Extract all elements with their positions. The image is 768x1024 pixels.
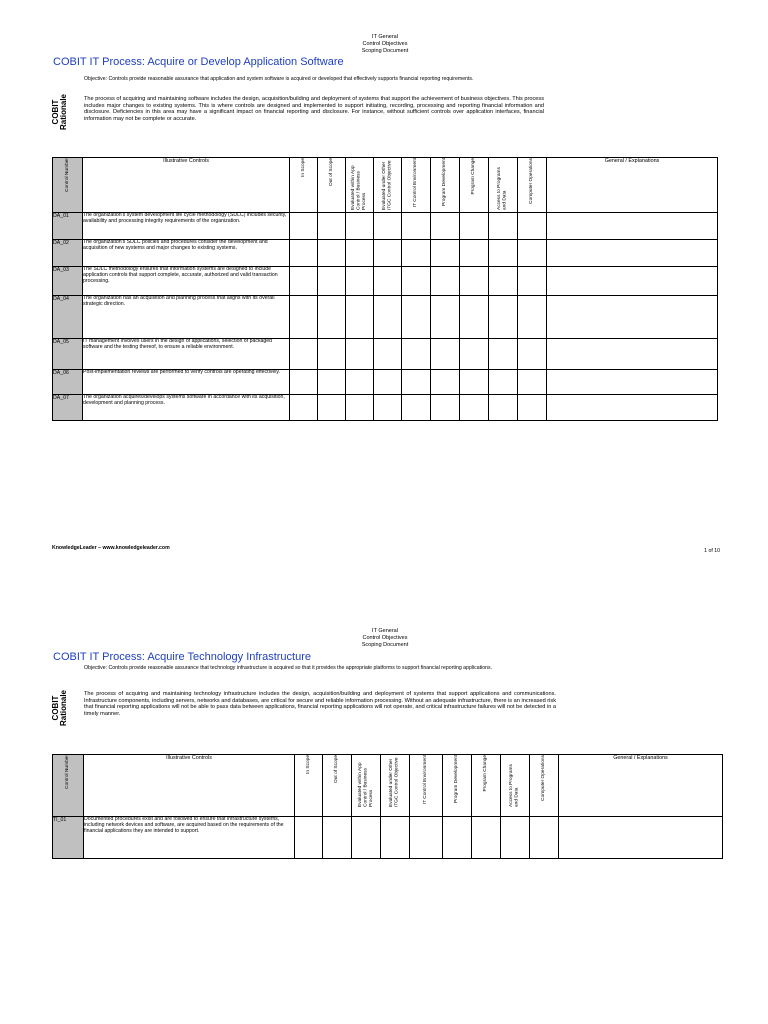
check-cell[interactable]: [518, 296, 547, 339]
col-out-of-scope: Out of Scope: [318, 158, 346, 213]
check-cell[interactable]: [290, 395, 318, 421]
table-row: [53, 339, 718, 370]
control-number-cell: DA_06: [53, 370, 83, 395]
col-in-scope: In Scope: [295, 755, 323, 817]
page1-title: COBIT IT Process: Acquire or Develop Application Software: [53, 56, 344, 68]
check-cell[interactable]: [518, 240, 547, 267]
check-cell[interactable]: [501, 817, 530, 859]
explanation-cell[interactable]: [547, 395, 718, 421]
check-cell[interactable]: [346, 240, 374, 267]
col-program-development: Program Development: [443, 755, 472, 817]
table-row: [53, 213, 718, 240]
control-number-cell: DA_07: [53, 395, 83, 421]
check-cell[interactable]: [402, 370, 431, 395]
check-cell[interactable]: [431, 240, 460, 267]
control-number-cell: DA_04: [53, 296, 83, 339]
check-cell[interactable]: [431, 339, 460, 370]
col-evaluated-other-itgc: Evaluated under Other ITGC Control Objective: [374, 158, 402, 213]
check-cell[interactable]: [346, 213, 374, 240]
check-cell[interactable]: [431, 267, 460, 296]
check-cell[interactable]: [374, 267, 402, 296]
col-illustrative-controls: Illustrative Controls: [83, 158, 290, 213]
check-cell[interactable]: [381, 817, 410, 859]
check-cell[interactable]: [443, 817, 472, 859]
page2-title: COBIT IT Process: Acquire Technology Infrastructure: [53, 651, 312, 663]
col-evaluated-app-control: Evaluated within App Control / Business Process: [352, 755, 381, 817]
check-cell[interactable]: [460, 370, 489, 395]
check-cell[interactable]: [318, 395, 346, 421]
header-line: IT General: [372, 628, 398, 634]
page1-controls-table: [52, 157, 718, 421]
check-cell[interactable]: [290, 370, 318, 395]
rationale-label-line: Rationale: [59, 690, 68, 727]
illustrative-control-cell: The organization's system development life cycle methodology (SDLC) includes security, availability and processing integrity requirements of the organization.: [83, 213, 290, 240]
check-cell[interactable]: [410, 817, 443, 859]
check-cell[interactable]: [489, 267, 518, 296]
table-header-row: [53, 158, 718, 213]
col-in-scope: In Scope: [290, 158, 318, 213]
col-it-control-environment: IT Control Environment: [402, 158, 431, 213]
header-line: Scoping Document: [361, 48, 409, 54]
table-row: [53, 817, 723, 859]
check-cell[interactable]: [318, 267, 346, 296]
check-cell[interactable]: [323, 817, 352, 859]
col-it-control-environment: IT Control Environment: [410, 755, 443, 817]
check-cell[interactable]: [431, 296, 460, 339]
check-cell[interactable]: [374, 395, 402, 421]
check-cell[interactable]: [318, 213, 346, 240]
check-cell[interactable]: [489, 395, 518, 421]
check-cell[interactable]: [374, 240, 402, 267]
page1-objective: Objective: Controls provide reasonable assurance that application and system software is acquired or developed that effectively supports financial reporting requirements.: [84, 76, 474, 82]
check-cell[interactable]: [374, 339, 402, 370]
check-cell[interactable]: [318, 339, 346, 370]
rationale-label-line: COBIT: [51, 695, 60, 721]
check-cell[interactable]: [295, 817, 323, 859]
check-cell[interactable]: [402, 296, 431, 339]
col-evaluated-app-control: Evaluated within App Control / Business Process: [346, 158, 374, 213]
page1-rationale: The process of acquiring and maintaining software includes the design, acquisition/building and deployment of systems that support the achievement of business objectives. This process includes major changes to existing systems. This is where controls are designed and implemented to support initiating, recording, processing and reporting financial information and disclosure. Deficiencies in this area may have a significant impact on financial reporting and disclosure. For instance, without sufficient controls over application interfaces, financial information may not be complete or accurate.: [84, 96, 544, 122]
col-control-number: Control Number: [53, 755, 84, 817]
table-row: [53, 240, 718, 267]
check-cell[interactable]: [489, 213, 518, 240]
check-cell[interactable]: [472, 817, 501, 859]
control-number-cell: DA_05: [53, 339, 83, 370]
table-row: [53, 395, 718, 421]
col-program-change: Program Change: [460, 158, 489, 213]
check-cell[interactable]: [374, 370, 402, 395]
illustrative-control-cell: The organization acquires/develops systems software in accordance with its acquisition, development and planning process.: [83, 395, 290, 421]
check-cell[interactable]: [431, 370, 460, 395]
check-cell[interactable]: [518, 370, 547, 395]
page1-header: [325, 34, 445, 55]
explanation-cell[interactable]: [547, 370, 718, 395]
check-cell[interactable]: [402, 395, 431, 421]
check-cell[interactable]: [402, 240, 431, 267]
header-line: Scoping Document: [361, 642, 409, 648]
col-general-explanations: General / Explanations: [559, 755, 723, 817]
check-cell[interactable]: [346, 395, 374, 421]
check-cell[interactable]: [318, 370, 346, 395]
check-cell[interactable]: [518, 395, 547, 421]
check-cell[interactable]: [402, 267, 431, 296]
col-evaluated-other-itgc: Evaluated under Other ITGC Control Objective: [381, 755, 410, 817]
check-cell[interactable]: [431, 395, 460, 421]
check-cell[interactable]: [489, 370, 518, 395]
check-cell[interactable]: [460, 267, 489, 296]
col-illustrative-controls: Illustrative Controls: [84, 755, 295, 817]
col-access-programs-data: Access to Programs and Data: [501, 755, 530, 817]
control-number-cell: DA_01: [53, 213, 83, 240]
page2-rationale-label: [42, 690, 82, 727]
check-cell[interactable]: [489, 296, 518, 339]
control-number-cell: TI_01: [53, 817, 84, 859]
page2-objective: Objective: Controls provide reasonable assurance that technology infrastructure is acquired so that it provides the appropriate platforms to support financial reporting applications.: [84, 665, 493, 671]
check-cell[interactable]: [460, 395, 489, 421]
illustrative-control-cell: Post-implementation reviews are performed to verify controls are operating effectively.: [83, 370, 290, 395]
check-cell[interactable]: [374, 296, 402, 339]
check-cell[interactable]: [346, 267, 374, 296]
illustrative-control-cell: The SDLC methodology ensures that information systems are designed to include application controls that support complete, accurate, authorized and valid transaction processing.: [83, 267, 290, 296]
illustrative-control-cell: The organization's SDLC policies and procedures consider the development and acquisition of new systems and major changes to existing systems.: [83, 240, 290, 267]
check-cell[interactable]: [518, 267, 547, 296]
rationale-label-line: Rationale: [59, 94, 68, 131]
col-computer-operations: Computer Operations: [530, 755, 559, 817]
col-access-programs-data: Access to Programs and Data: [489, 158, 518, 213]
check-cell[interactable]: [290, 240, 318, 267]
check-cell[interactable]: [460, 296, 489, 339]
check-cell[interactable]: [460, 339, 489, 370]
check-cell[interactable]: [460, 240, 489, 267]
table-header-row: [53, 755, 723, 817]
check-cell[interactable]: [374, 213, 402, 240]
explanation-cell[interactable]: [559, 817, 723, 859]
header-line: IT General: [372, 34, 398, 40]
col-computer-operations: Computer Operations: [518, 158, 547, 213]
header-line: Control Objectives: [362, 635, 408, 641]
check-cell[interactable]: [431, 213, 460, 240]
explanation-cell[interactable]: [547, 240, 718, 267]
check-cell[interactable]: [460, 213, 489, 240]
explanation-cell[interactable]: [547, 339, 718, 370]
page1-rationale-label: [42, 94, 82, 131]
illustrative-control-cell: The organization has an acquisition and planning process that aligns with its overall strategic direction.: [83, 296, 290, 339]
col-program-change: Program Change: [472, 755, 501, 817]
page2-rationale: The process of acquiring and maintaining technology infrastructure includes the design, acquisition/building and deployment of systems that support applications and communications. Infrastructure components, including servers, networks and databases, are critical for secure and reliable information processing. Without an adequate infrastructure, there is an increased risk that financial reporting applications will not be able to pass data between applications, financial reporting applications will not operate, and critical infrastructure failures will not be detected in a timely manner.: [84, 691, 556, 717]
explanation-cell[interactable]: [547, 267, 718, 296]
illustrative-control-cell: IT management involves users in the design of applications, selection of packaged software and the testing thereof, to ensure a reliable environment.: [83, 339, 290, 370]
control-number-cell: DA_02: [53, 240, 83, 267]
check-cell[interactable]: [402, 213, 431, 240]
check-cell[interactable]: [346, 339, 374, 370]
check-cell[interactable]: [402, 339, 431, 370]
explanation-cell[interactable]: [547, 296, 718, 339]
rationale-label-line: COBIT: [51, 99, 60, 125]
table-row: [53, 370, 718, 395]
illustrative-control-cell: Documented procedures exist and are followed to ensure that infrastructure systems, including network devices and software, are acquired based on the requirements of the financial applications they are intended to support.: [84, 817, 295, 859]
table-row: [53, 296, 718, 339]
col-program-development: Program Development: [431, 158, 460, 213]
footer-source: KnowledgeLeader – www.knowledgeleader.com: [52, 545, 170, 551]
col-out-of-scope: Out of Scope: [323, 755, 352, 817]
check-cell[interactable]: [290, 339, 318, 370]
check-cell[interactable]: [290, 267, 318, 296]
check-cell[interactable]: [346, 296, 374, 339]
page2-header: [325, 628, 445, 649]
footer-page-number: 1 of 10: [704, 548, 720, 554]
check-cell[interactable]: [352, 817, 381, 859]
check-cell[interactable]: [518, 213, 547, 240]
table-row: [53, 267, 718, 296]
col-general-explanations: General / Explanations: [547, 158, 718, 213]
check-cell[interactable]: [346, 370, 374, 395]
page2-controls-table: [52, 754, 723, 859]
check-cell[interactable]: [489, 240, 518, 267]
col-control-number: Control Number: [53, 158, 83, 213]
check-cell[interactable]: [489, 339, 518, 370]
check-cell[interactable]: [518, 339, 547, 370]
control-number-cell: DA_03: [53, 267, 83, 296]
check-cell[interactable]: [318, 296, 346, 339]
check-cell[interactable]: [530, 817, 559, 859]
explanation-cell[interactable]: [547, 213, 718, 240]
check-cell[interactable]: [290, 296, 318, 339]
check-cell[interactable]: [318, 240, 346, 267]
header-line: Control Objectives: [362, 41, 408, 47]
check-cell[interactable]: [290, 213, 318, 240]
